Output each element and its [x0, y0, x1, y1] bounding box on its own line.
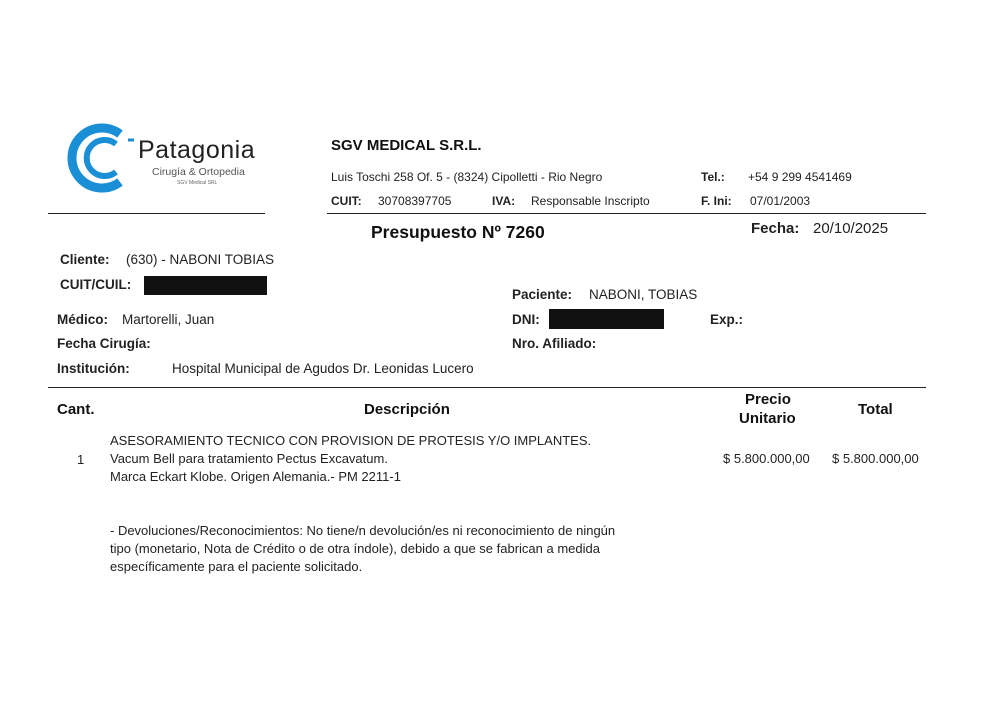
- fecha-label: Fecha:: [751, 220, 800, 237]
- paciente-label: Paciente:: [512, 287, 573, 302]
- fini-value: 07/01/2003: [750, 194, 811, 208]
- logo-ring-icon: [60, 118, 140, 198]
- dni-label: DNI:: [512, 312, 540, 327]
- note-line1: - Devoluciones/Reconocimientos: No tiene/n devolución/es ni reconocimiento de ningún: [110, 523, 616, 538]
- header-rule-left: [48, 213, 265, 214]
- note-line2: tipo (monetario, Nota de Crédito o de otra índole), debido a que se fabrican a medida: [110, 541, 600, 556]
- institucion-value: Hospital Municipal de Agudos Dr. Leonidas Lucero: [172, 361, 474, 376]
- header-precio-line1: Precio: [745, 391, 791, 408]
- document-title: Presupuesto Nº 7260: [371, 222, 545, 242]
- logo-subtitle: Cirugía & Ortopedia: [152, 166, 245, 178]
- nro-afiliado-label: Nro. Afiliado:: [512, 336, 597, 351]
- logo-wordmark: Patagonia: [138, 136, 256, 164]
- company-logo: [60, 118, 275, 198]
- table-top-rule: [48, 387, 926, 388]
- institucion-label: Institución:: [57, 361, 130, 376]
- cuit-cuil-label: CUIT/CUIL:: [60, 277, 132, 292]
- row-precio: $ 5.800.000,00: [723, 451, 810, 466]
- row-desc-line2: Vacum Bell para tratamiento Pectus Excavatum.: [110, 451, 388, 466]
- cuit-cuil-redacted: [144, 276, 267, 295]
- dni-redacted: [549, 309, 664, 329]
- paciente-value: NABONI, TOBIAS: [589, 287, 698, 302]
- header-rule-right: [327, 213, 926, 214]
- iva-value: Responsable Inscripto: [531, 194, 650, 208]
- row-cant: 1: [77, 452, 85, 467]
- exp-label: Exp.:: [710, 312, 744, 327]
- row-desc-line1: ASESORAMIENTO TECNICO CON PROVISION DE PROTESIS Y/O IMPLANTES.: [110, 433, 592, 448]
- fecha-value: 20/10/2025: [813, 220, 889, 237]
- company-name: SGV MEDICAL S.R.L.: [331, 137, 482, 154]
- logo-small-text: SGV Medical SRL: [177, 180, 218, 186]
- tel-value: +54 9 299 4541469: [748, 170, 852, 184]
- row-desc-line3: Marca Eckart Klobe. Origen Alemania.- PM 2211-1: [110, 469, 401, 484]
- fecha-cirugia-label: Fecha Cirugía:: [57, 336, 151, 351]
- tel-label: Tel.:: [701, 170, 725, 184]
- fini-label: F. Ini:: [701, 194, 732, 208]
- company-cuit-value: 30708397705: [378, 194, 452, 208]
- note-line3: específicamente para el paciente solicitado.: [110, 559, 363, 574]
- header-total: Total: [858, 401, 893, 418]
- company-cuit-label: CUIT:: [331, 194, 362, 208]
- row-total: $ 5.800.000,00: [832, 451, 919, 466]
- medico-label: Médico:: [57, 312, 109, 327]
- cliente-label: Cliente:: [60, 252, 110, 267]
- header-descripcion: Descripción: [364, 401, 450, 418]
- iva-label: IVA:: [492, 194, 516, 208]
- company-address: Luis Toschi 258 Of. 5 - (8324) Cipolletti - Rio Negro: [331, 170, 603, 184]
- cliente-value: (630) - NABONI TOBIAS: [126, 252, 275, 267]
- medico-value: Martorelli, Juan: [122, 312, 215, 327]
- header-precio-line2: Unitario: [739, 410, 796, 427]
- header-cant: Cant.: [57, 401, 95, 418]
